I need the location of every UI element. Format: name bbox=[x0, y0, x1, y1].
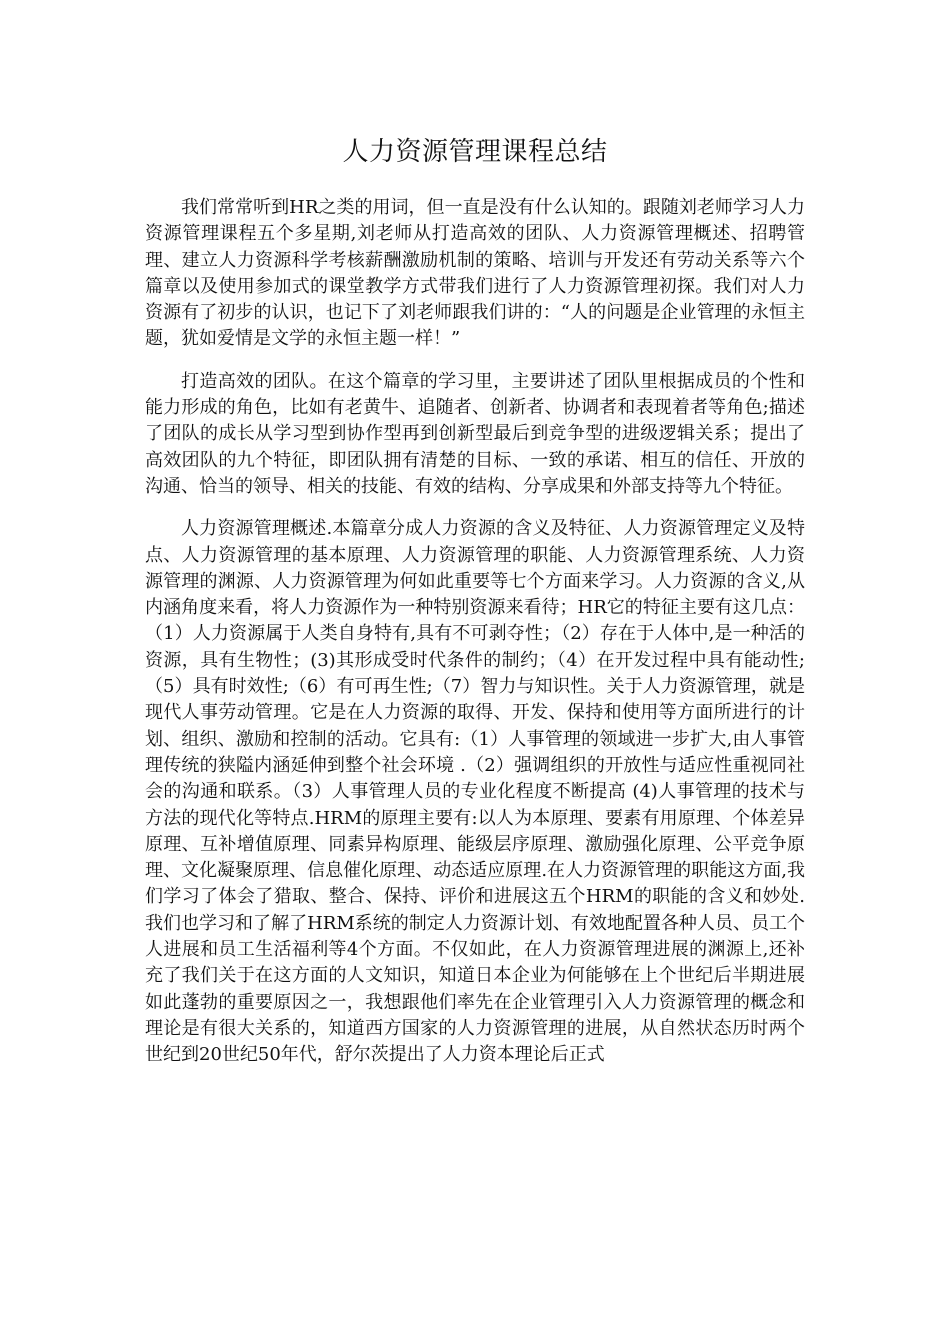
paragraph-intro: 我们常常听到HR之类的用词，但一直是没有什么认知的。跟随刘老师学习人力资源管理课程五个多星期,刘老师从打造高效的团队、人力资源管理概述、招聘管理、建立人力资源科学考核薪酬激励机制的策略、培训与开发还有劳动关系等六个篇章以及使用参加式的课堂教学方式带我们进行了人力资源管理初探。我们对人力资源有了初步的认识，也记下了刘老师跟我们讲的：“人的问题是企业管理的永恒主题，犹如爱情是文学的永恒主题一样！” bbox=[145, 197, 805, 350]
paragraph-team: 打造高效的团队。在这个篇章的学习里，主要讲述了团队里根据成员的个性和能力形成的角色，比如有老黄牛、追随者、创新者、协调者和表现着者等角色;描述了团队的成长从学习型到协作型再到创新型最后到竞争型的进级逻辑关系；提出了高效团队的九个特征，即团队拥有清楚的目标、一致的承诺、相互的信任、开放的沟通、恰当的领导、相关的技能、有效的结构、分享成果和外部支持等九个特征。 bbox=[145, 370, 805, 497]
paragraph-hrm-overview: 人力资源管理概述.本篇章分成人力资源的含义及特征、人力资源管理定义及特点、人力资源管理的基本原理、人力资源管理的职能、人力资源管理系统、人力资源管理的渊源、人力资源管理为何如此重要等七个方面来学习。人力资源的含义,从内涵角度来看，将人力资源作为一种特别资源来看待；HR它的特征主要有这几点：（1）人力资源属于人类自身特有,具有不可剥夺性；（2）存在于人体中,是一种活的资源，具有生物性；(3)其形成受时代条件的制约；（4）在开发过程中具有能动性;（5）具有时效性;（6）有可再生性;（7）智力与知识性。关于人力资源管理，就是现代人事劳动管理。它是在人力资源的取得、开发、保持和使用等方面所进行的计划、组织、激励和控制的活动。它具有:（1）人事管理的领域进一步扩大,由人事管理传统的狭隘内涵延伸到整个社会环境 .（2）强调组织的开放性与适应性重视同社会的沟通和联系。（3）人事管理人员的专业化程度不断提高 (4)人事管理的技术与方法的现代化等特点.HRM的原理主要有:以人为本原理、要素有用原理、个体差异原理、互补增值原理、同素异构原理、能级层序原理、激励强化原理、公平竞争原理、文化凝聚原理、信息催化原理、动态适应原理.在人力资源管理的职能这方面,我们学习了体会了猎取、整合、保持、评价和进展这五个HRM的职能的含义和妙处.我们也学习和了解了HRM系统的制定人力资源计划、有效地配置各种人员、员工个人进展和员工生活福利等4个方面。不仅如此，在人力资源管理进展的渊源上,还补充了我们关于在这方面的人文知识，知道日本企业为何能够在上个世纪后半期进展如此蓬勃的重要原因之一，我想跟他们率先在企业管理引入人力资源管理的概念和理论是有很大关系的，知道西方国家的人力资源管理的进展，从自然状态历时两个世纪到20世纪50年代，舒尔茨提出了人力资本理论后正式 bbox=[145, 518, 805, 1066]
document-title: 人力资源管理课程总结 bbox=[342, 137, 608, 167]
document-body bbox=[145, 195, 805, 1085]
